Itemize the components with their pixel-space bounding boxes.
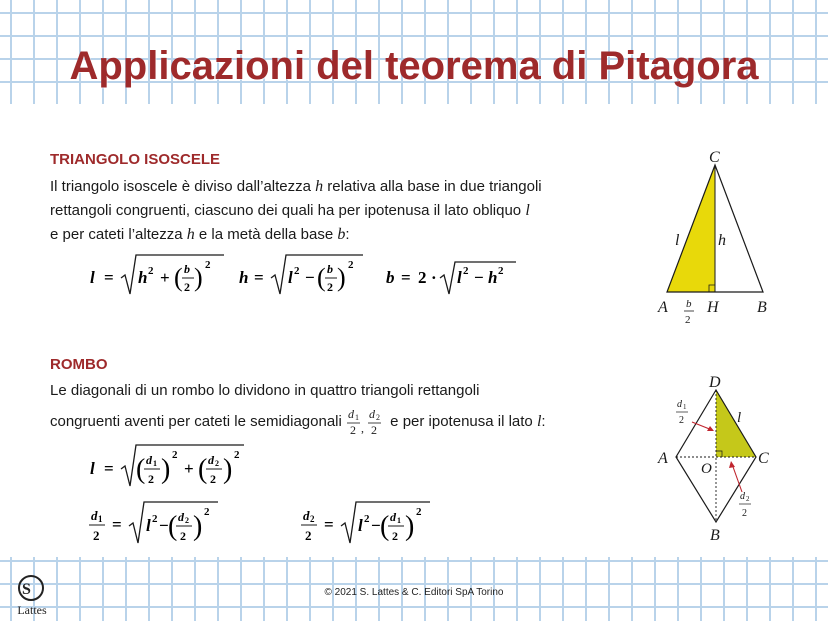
svg-text:): ) — [223, 454, 233, 485]
svg-text:d: d — [369, 408, 376, 421]
svg-text:): ) — [194, 263, 203, 292]
svg-text:C: C — [709, 149, 720, 166]
svg-text:h: h — [488, 268, 498, 287]
svg-text:): ) — [405, 511, 415, 542]
formula-l-rhombus — [88, 440, 248, 494]
svg-text:2: 2 — [685, 314, 691, 326]
svg-text:S: S — [22, 581, 31, 598]
rhombus-text-line-1: Le diagonali di un rombo lo dividono in quattro triangoli rettangoli — [50, 382, 480, 399]
svg-text:2: 2 — [148, 472, 154, 486]
svg-text:2: 2 — [392, 529, 398, 543]
formula-l-isosceles — [88, 250, 228, 302]
svg-text:l: l — [146, 516, 151, 535]
svg-text:2: 2 — [204, 506, 210, 518]
svg-text:2: 2 — [364, 513, 370, 525]
svg-text:2: 2 — [327, 280, 333, 294]
triangle-section-heading: TRIANGOLO ISOSCELE — [50, 151, 221, 168]
svg-text:b: b — [327, 262, 333, 276]
footer-copyright: © 2021 S. Lattes & C. Editori SpA Torino — [324, 587, 504, 598]
svg-text:H: H — [707, 299, 719, 316]
svg-text:2: 2 — [376, 413, 381, 422]
rhombus-figure — [648, 370, 778, 545]
svg-text:(: ( — [198, 454, 208, 485]
triangle-section-text — [50, 175, 542, 247]
svg-text:2: 2 — [152, 513, 158, 525]
svg-text:D: D — [709, 374, 721, 391]
svg-text:A: A — [658, 450, 668, 467]
svg-text:2: 2 — [185, 516, 189, 525]
svg-text:(: ( — [168, 511, 178, 542]
svg-text:b: b — [686, 298, 692, 310]
svg-text:1: 1 — [683, 403, 687, 411]
svg-text:2: 2 — [463, 265, 469, 277]
svg-text:1: 1 — [98, 514, 103, 524]
svg-text:1: 1 — [153, 459, 157, 468]
svg-text:d: d — [390, 510, 396, 524]
svg-text:=: = — [254, 268, 264, 287]
svg-text:(: ( — [317, 263, 326, 292]
rhombus-text-line-2: congruenti aventi per cateti le semidiagonali d 1 2 , d 2 2 e per ipotenusa il lato l: — [50, 408, 546, 436]
svg-text:2: 2 — [742, 508, 747, 519]
svg-text:2: 2 — [310, 514, 315, 524]
svg-text:B: B — [710, 527, 720, 544]
svg-text:=: = — [104, 459, 114, 478]
formula-h-isosceles — [237, 250, 367, 302]
svg-text:−: − — [371, 516, 381, 535]
page-title: Applicazioni del teorema di Pitagora — [69, 44, 759, 88]
svg-text:l: l — [675, 232, 680, 249]
svg-text:l: l — [457, 268, 462, 287]
svg-text:A: A — [658, 299, 668, 316]
svg-text:+: + — [160, 268, 170, 287]
svg-text:2: 2 — [350, 423, 357, 436]
svg-text:2: 2 — [215, 459, 219, 468]
triangle-text-line-3: e per cateti l’altezza h e la metà della base b: — [50, 226, 350, 243]
svg-text:1: 1 — [397, 516, 401, 525]
svg-text:2: 2 — [416, 506, 422, 518]
svg-text:,: , — [361, 421, 365, 435]
svg-text:2: 2 — [180, 529, 186, 543]
svg-text:2: 2 — [348, 259, 354, 271]
svg-text:d: d — [91, 508, 98, 523]
svg-text:): ) — [193, 511, 203, 542]
svg-text:2: 2 — [498, 265, 504, 277]
svg-text:2: 2 — [294, 265, 300, 277]
svg-text:l: l — [737, 410, 742, 426]
svg-text:B: B — [757, 299, 767, 316]
svg-text:d: d — [208, 453, 214, 467]
svg-text:2: 2 — [418, 268, 427, 287]
svg-text:l: l — [90, 268, 95, 287]
svg-text:O: O — [701, 461, 712, 477]
svg-text:l: l — [288, 268, 293, 287]
svg-text:2: 2 — [234, 449, 240, 461]
svg-text:2: 2 — [371, 423, 378, 436]
rhombus-section-text — [50, 379, 546, 436]
svg-text:1: 1 — [355, 413, 360, 422]
svg-text:2: 2 — [210, 472, 216, 486]
svg-text:d: d — [348, 408, 355, 421]
svg-text:(: ( — [174, 263, 183, 292]
svg-text:b: b — [386, 268, 395, 287]
svg-text:h: h — [718, 232, 726, 249]
triangle-text-line-1: Il triangolo isoscele è diviso dall’altezza h relativa alla base in due triangoli — [50, 178, 542, 195]
svg-text:=: = — [104, 268, 114, 287]
svg-text:2: 2 — [205, 259, 211, 271]
svg-text:2: 2 — [746, 495, 750, 503]
svg-text:h: h — [239, 268, 249, 287]
svg-text:d: d — [146, 453, 152, 467]
svg-text:2: 2 — [305, 528, 312, 543]
svg-text:=: = — [401, 268, 411, 287]
formula-d1-rhombus — [88, 497, 223, 551]
svg-text:·: · — [431, 268, 437, 287]
isosceles-triangle-figure — [655, 145, 780, 330]
svg-text:=: = — [112, 515, 122, 534]
svg-text:2: 2 — [148, 265, 154, 277]
svg-text:−: − — [474, 268, 484, 287]
logo-text: Lattes — [17, 603, 47, 617]
svg-text:l: l — [90, 459, 95, 478]
formula-b-isosceles — [384, 250, 524, 302]
svg-text:2: 2 — [172, 449, 178, 461]
formula-d2-rhombus — [300, 497, 435, 551]
svg-text:): ) — [337, 263, 346, 292]
svg-text:(: ( — [136, 454, 146, 485]
svg-text:−: − — [305, 268, 315, 287]
svg-text:−: − — [159, 516, 169, 535]
svg-text:2: 2 — [679, 415, 684, 426]
svg-text:C: C — [758, 450, 769, 467]
svg-text:2: 2 — [93, 528, 100, 543]
svg-text:2: 2 — [184, 280, 190, 294]
svg-text:): ) — [161, 454, 171, 485]
svg-text:d: d — [178, 510, 184, 524]
svg-text:d: d — [740, 491, 745, 502]
svg-text:b: b — [184, 262, 190, 276]
semidiagonals-fractions — [346, 408, 386, 436]
svg-text:=: = — [324, 515, 334, 534]
svg-text:d: d — [303, 508, 310, 523]
rhombus-section-heading: ROMBO — [50, 356, 108, 373]
triangle-text-line-2: rettangoli congruenti, ciascuno dei quali ha per ipotenusa il lato obliquo l — [50, 202, 530, 219]
svg-text:d: d — [677, 399, 682, 410]
svg-text:h: h — [138, 268, 148, 287]
svg-text:(: ( — [380, 511, 390, 542]
svg-text:l: l — [358, 516, 363, 535]
svg-text:+: + — [184, 459, 194, 478]
